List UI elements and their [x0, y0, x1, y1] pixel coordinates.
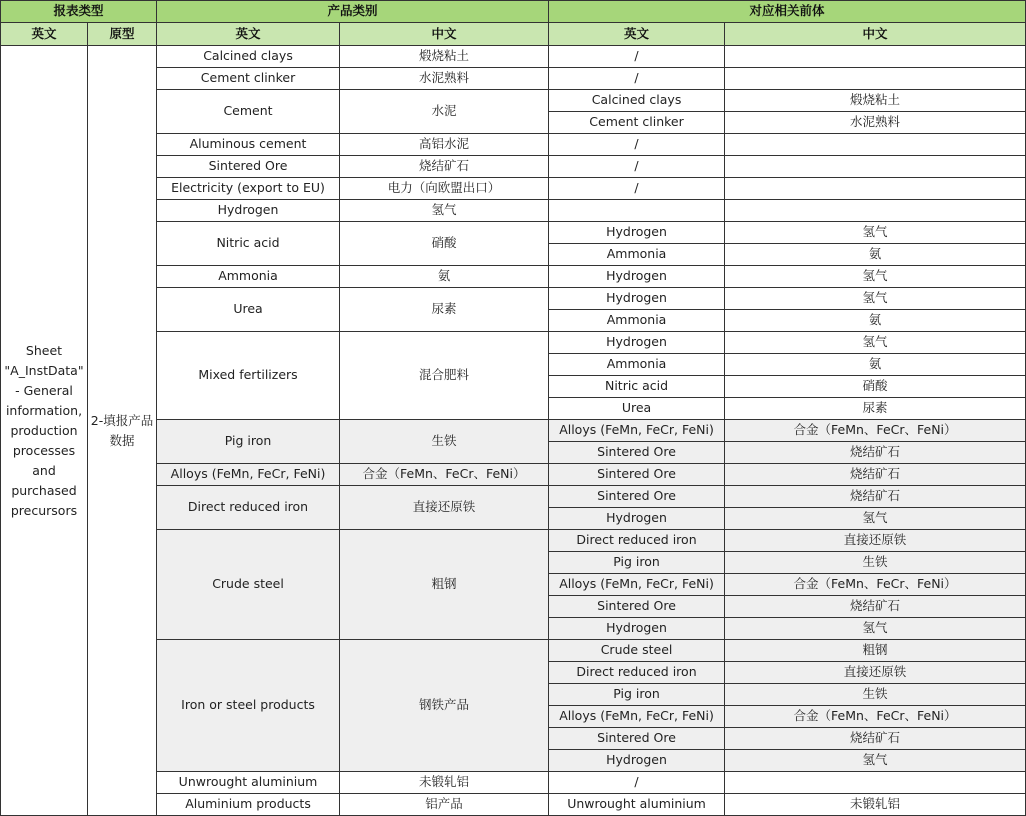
product-chinese-cell: 水泥熟料 — [340, 68, 549, 90]
precursor-chinese-cell: 氨 — [725, 310, 1026, 332]
precursor-chinese-cell: 合金（FeMn、FeCr、FeNi） — [725, 706, 1026, 728]
product-chinese-cell: 尿素 — [340, 288, 549, 332]
precursor-english-cell: Direct reduced iron — [549, 662, 725, 684]
precursor-chinese-cell: 直接还原铁 — [725, 530, 1026, 552]
precursor-english-cell: Unwrought aluminium — [549, 794, 725, 816]
precursor-chinese-cell: 氢气 — [725, 750, 1026, 772]
product-english-cell: Calcined clays — [157, 46, 340, 68]
precursor-english-cell: Pig iron — [549, 552, 725, 574]
product-chinese-cell: 生铁 — [340, 420, 549, 464]
product-chinese-cell: 煅烧粘土 — [340, 46, 549, 68]
report-prototype-header: 原型 — [88, 23, 157, 46]
precursor-english-cell: / — [549, 178, 725, 200]
precursor-english-cell: Crude steel — [549, 640, 725, 662]
precursor-english-cell: / — [549, 156, 725, 178]
precursor-english-cell: / — [549, 134, 725, 156]
product-chinese-cell: 未锻轧铝 — [340, 772, 549, 794]
precursor-english-cell: Ammonia — [549, 354, 725, 376]
precursor-english-cell: Hydrogen — [549, 288, 725, 310]
product-english-cell: Alloys (FeMn, FeCr, FeNi) — [157, 464, 340, 486]
precursor-chinese-cell: 氢气 — [725, 332, 1026, 354]
precursor-chinese-cell: 氢气 — [725, 288, 1026, 310]
precursor-chinese-cell — [725, 68, 1026, 90]
product-chinese-header: 中文 — [340, 23, 549, 46]
precursor-chinese-cell: 氢气 — [725, 266, 1026, 288]
precursor-english-cell: Calcined clays — [549, 90, 725, 112]
product-english-cell: Nitric acid — [157, 222, 340, 266]
product-chinese-cell: 电力（向欧盟出口） — [340, 178, 549, 200]
table-body — [1, 46, 1026, 816]
product-chinese-cell: 水泥 — [340, 90, 549, 134]
product-english-cell: Crude steel — [157, 530, 340, 640]
product-english-cell: Ammonia — [157, 266, 340, 288]
precursor-english-cell: Sintered Ore — [549, 596, 725, 618]
precursor-english-cell: Alloys (FeMn, FeCr, FeNi) — [549, 706, 725, 728]
precursor-english-cell: Cement clinker — [549, 112, 725, 134]
precursor-chinese-cell — [725, 772, 1026, 794]
precursor-english-cell: Hydrogen — [549, 266, 725, 288]
product-english-cell: Iron or steel products — [157, 640, 340, 772]
precursor-chinese-cell: 水泥熟料 — [725, 112, 1026, 134]
precursor-english-cell: Hydrogen — [549, 750, 725, 772]
precursor-english-cell: Hydrogen — [549, 618, 725, 640]
precursor-chinese-cell: 氢气 — [725, 222, 1026, 244]
product-english-cell: Hydrogen — [157, 200, 340, 222]
precursor-english-cell: Hydrogen — [549, 222, 725, 244]
precursor-english-cell: Hydrogen — [549, 508, 725, 530]
precursor-chinese-cell: 烧结矿石 — [725, 596, 1026, 618]
precursor-chinese-cell: 烧结矿石 — [725, 728, 1026, 750]
precursor-english-cell: Pig iron — [549, 684, 725, 706]
product-english-cell: Sintered Ore — [157, 156, 340, 178]
precursor-chinese-cell: 硝酸 — [725, 376, 1026, 398]
product-english-cell: Direct reduced iron — [157, 486, 340, 530]
precursor-chinese-header: 中文 — [725, 23, 1026, 46]
product-category-header: 产品类别 — [157, 1, 549, 23]
precursor-chinese-cell: 合金（FeMn、FeCr、FeNi） — [725, 574, 1026, 596]
precursor-chinese-cell: 氨 — [725, 244, 1026, 266]
product-english-cell: Pig iron — [157, 420, 340, 464]
product-chinese-cell: 硝酸 — [340, 222, 549, 266]
precursor-english-cell: Direct reduced iron — [549, 530, 725, 552]
precursor-chinese-cell: 煅烧粘土 — [725, 90, 1026, 112]
table-row — [1, 46, 1026, 68]
product-chinese-cell: 钢铁产品 — [340, 640, 549, 772]
precursor-chinese-cell: 生铁 — [725, 552, 1026, 574]
precursor-english-header: 英文 — [549, 23, 725, 46]
precursor-chinese-cell: 合金（FeMn、FeCr、FeNi） — [725, 420, 1026, 442]
product-chinese-cell: 烧结矿石 — [340, 156, 549, 178]
product-english-cell: Electricity (export to EU) — [157, 178, 340, 200]
precursor-chinese-cell: 烧结矿石 — [725, 442, 1026, 464]
report-type-header: 报表类型 — [1, 1, 157, 23]
product-english-header: 英文 — [157, 23, 340, 46]
product-chinese-cell: 高铝水泥 — [340, 134, 549, 156]
precursor-chinese-cell: 氢气 — [725, 508, 1026, 530]
precursor-english-cell: Sintered Ore — [549, 486, 725, 508]
report-english-cell: Sheet "A_InstData" - General information, production processes and purchased precursors — [1, 46, 88, 816]
precursor-english-cell — [549, 200, 725, 222]
product-english-cell: Cement clinker — [157, 68, 340, 90]
product-english-cell: Urea — [157, 288, 340, 332]
precursor-english-cell: Nitric acid — [549, 376, 725, 398]
report-english-header: 英文 — [1, 23, 88, 46]
product-english-cell: Mixed fertilizers — [157, 332, 340, 420]
precursor-english-cell: / — [549, 46, 725, 68]
product-english-cell: Aluminous cement — [157, 134, 340, 156]
precursor-chinese-cell: 尿素 — [725, 398, 1026, 420]
precursor-chinese-cell — [725, 156, 1026, 178]
product-chinese-cell: 粗钢 — [340, 530, 549, 640]
product-english-cell: Aluminium products — [157, 794, 340, 816]
product-chinese-cell: 氨 — [340, 266, 549, 288]
precursor-english-cell: Sintered Ore — [549, 442, 725, 464]
precursor-chinese-cell: 烧结矿石 — [725, 486, 1026, 508]
precursor-english-cell: / — [549, 772, 725, 794]
product-chinese-cell: 直接还原铁 — [340, 486, 549, 530]
precursor-chinese-cell — [725, 178, 1026, 200]
product-chinese-cell: 铝产品 — [340, 794, 549, 816]
precursor-english-cell: Ammonia — [549, 244, 725, 266]
precursor-english-cell: Urea — [549, 398, 725, 420]
product-chinese-cell: 混合肥料 — [340, 332, 549, 420]
precursor-chinese-cell — [725, 134, 1026, 156]
product-english-cell: Cement — [157, 90, 340, 134]
precursor-chinese-cell: 未锻轧铝 — [725, 794, 1026, 816]
precursor-chinese-cell: 烧结矿石 — [725, 464, 1026, 486]
precursor-chinese-cell — [725, 200, 1026, 222]
precursor-header: 对应相关前体 — [549, 1, 1026, 23]
product-english-cell: Unwrought aluminium — [157, 772, 340, 794]
precursor-chinese-cell: 粗钢 — [725, 640, 1026, 662]
precursor-chinese-cell: 直接还原铁 — [725, 662, 1026, 684]
product-chinese-cell: 氢气 — [340, 200, 549, 222]
precursor-english-cell: Sintered Ore — [549, 728, 725, 750]
precursor-english-cell: / — [549, 68, 725, 90]
precursor-english-cell: Sintered Ore — [549, 464, 725, 486]
precursor-english-cell: Hydrogen — [549, 332, 725, 354]
precursor-chinese-cell: 氨 — [725, 354, 1026, 376]
report-prototype-cell: 2-填报产品数据 — [88, 46, 157, 816]
product-chinese-cell: 合金（FeMn、FeCr、FeNi） — [340, 464, 549, 486]
precursor-english-cell: Ammonia — [549, 310, 725, 332]
precursor-chinese-cell: 氢气 — [725, 618, 1026, 640]
precursor-english-cell: Alloys (FeMn, FeCr, FeNi) — [549, 574, 725, 596]
precursor-chinese-cell — [725, 46, 1026, 68]
precursor-chinese-cell: 生铁 — [725, 684, 1026, 706]
precursor-english-cell: Alloys (FeMn, FeCr, FeNi) — [549, 420, 725, 442]
